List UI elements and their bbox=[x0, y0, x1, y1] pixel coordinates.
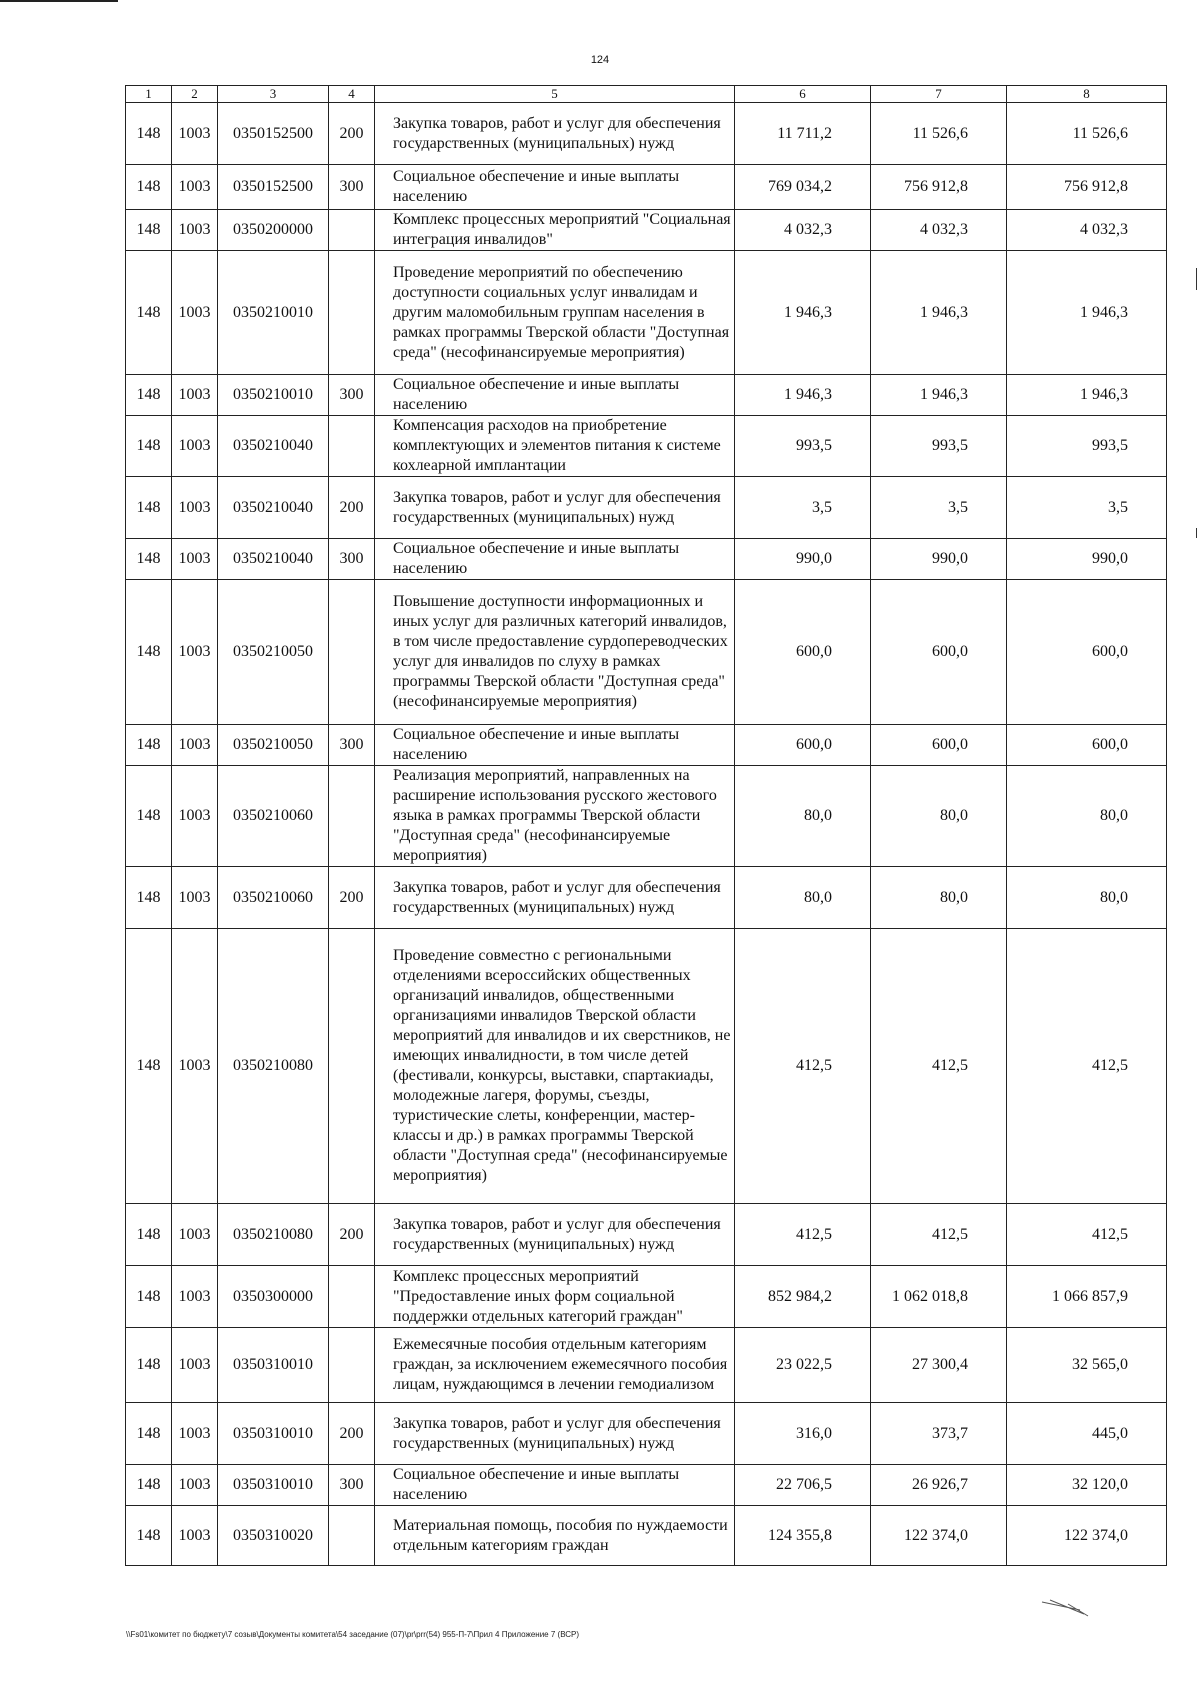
table-row bbox=[126, 580, 1167, 725]
target-article: 0350210080 bbox=[218, 929, 329, 1204]
section-code: 1003 bbox=[172, 103, 218, 165]
target-article: 0350210040 bbox=[218, 539, 329, 580]
section-code: 1003 bbox=[172, 477, 218, 539]
expense-type: 300 bbox=[329, 725, 375, 766]
expense-type: 300 bbox=[329, 165, 375, 210]
section-code: 1003 bbox=[172, 1465, 218, 1506]
amount-year-1: 11 711,2 bbox=[735, 103, 871, 165]
amount-year-1: 993,5 bbox=[735, 416, 871, 477]
amount-year-2: 600,0 bbox=[871, 725, 1007, 766]
table-row bbox=[126, 1328, 1167, 1403]
amount-year-1: 23 022,5 bbox=[735, 1328, 871, 1403]
target-article: 0350310020 bbox=[218, 1506, 329, 1566]
item-description: Повышение доступности информационных и иных услуг для различных категорий инвалидов, в том числе предоставление сурдопереводческих услуг для инвалидов по слуху в рамках программы Тверской области "Доступная среда" (несофинансируемые мероприятия) bbox=[375, 580, 735, 725]
amount-year-1: 80,0 bbox=[735, 867, 871, 929]
amount-year-3: 600,0 bbox=[1007, 580, 1167, 725]
column-header: 7 bbox=[871, 86, 1007, 103]
target-article: 0350310010 bbox=[218, 1328, 329, 1403]
item-description: Закупка товаров, работ и услуг для обеспечения государственных (муниципальных) нужд bbox=[375, 477, 735, 539]
amount-year-3: 1 946,3 bbox=[1007, 375, 1167, 416]
amount-year-2: 3,5 bbox=[871, 477, 1007, 539]
expense-type bbox=[329, 416, 375, 477]
column-header: 2 bbox=[172, 86, 218, 103]
section-code: 1003 bbox=[172, 210, 218, 251]
amount-year-3: 3,5 bbox=[1007, 477, 1167, 539]
amount-year-1: 412,5 bbox=[735, 929, 871, 1204]
item-description: Социальное обеспечение и иные выплаты населению bbox=[375, 375, 735, 416]
admin-code: 148 bbox=[126, 375, 172, 416]
amount-year-2: 27 300,4 bbox=[871, 1328, 1007, 1403]
table-row bbox=[126, 103, 1167, 165]
table-header-row bbox=[126, 86, 1167, 103]
admin-code: 148 bbox=[126, 210, 172, 251]
amount-year-1: 124 355,8 bbox=[735, 1506, 871, 1566]
table-row bbox=[126, 165, 1167, 210]
amount-year-2: 373,7 bbox=[871, 1403, 1007, 1465]
amount-year-2: 600,0 bbox=[871, 580, 1007, 725]
item-description: Компенсация расходов на приобретение комплектующих и элементов питания к системе кохлеарной имплантации bbox=[375, 416, 735, 477]
admin-code: 148 bbox=[126, 539, 172, 580]
amount-year-3: 32 120,0 bbox=[1007, 1465, 1167, 1506]
admin-code: 148 bbox=[126, 103, 172, 165]
amount-year-2: 11 526,6 bbox=[871, 103, 1007, 165]
section-code: 1003 bbox=[172, 375, 218, 416]
table-row bbox=[126, 1506, 1167, 1566]
target-article: 0350210050 bbox=[218, 580, 329, 725]
amount-year-3: 122 374,0 bbox=[1007, 1506, 1167, 1566]
admin-code: 148 bbox=[126, 867, 172, 929]
table-row bbox=[126, 251, 1167, 375]
expense-type bbox=[329, 1506, 375, 1566]
amount-year-2: 80,0 bbox=[871, 867, 1007, 929]
section-code: 1003 bbox=[172, 1328, 218, 1403]
amount-year-1: 1 946,3 bbox=[735, 375, 871, 416]
table-row bbox=[126, 929, 1167, 1204]
section-code: 1003 bbox=[172, 1403, 218, 1465]
target-article: 0350210060 bbox=[218, 766, 329, 867]
target-article: 0350210010 bbox=[218, 375, 329, 416]
table-row bbox=[126, 1403, 1167, 1465]
amount-year-1: 4 032,3 bbox=[735, 210, 871, 251]
expense-type bbox=[329, 210, 375, 251]
amount-year-2: 4 032,3 bbox=[871, 210, 1007, 251]
section-code: 1003 bbox=[172, 725, 218, 766]
admin-code: 148 bbox=[126, 580, 172, 725]
amount-year-3: 990,0 bbox=[1007, 539, 1167, 580]
table-row bbox=[126, 1266, 1167, 1328]
section-code: 1003 bbox=[172, 165, 218, 210]
expense-type bbox=[329, 251, 375, 375]
section-code: 1003 bbox=[172, 1204, 218, 1266]
amount-year-3: 80,0 bbox=[1007, 766, 1167, 867]
section-code: 1003 bbox=[172, 1266, 218, 1328]
target-article: 0350200000 bbox=[218, 210, 329, 251]
amount-year-2: 80,0 bbox=[871, 766, 1007, 867]
table-row bbox=[126, 416, 1167, 477]
item-description: Социальное обеспечение и иные выплаты населению bbox=[375, 539, 735, 580]
expense-type bbox=[329, 929, 375, 1204]
admin-code: 148 bbox=[126, 1403, 172, 1465]
pen-mark bbox=[1040, 1598, 1090, 1618]
item-description: Реализация мероприятий, направленных на расширение использования русского жестового языка в рамках программы Тверской области "Доступная среда" (несофинансируемые мероприятия) bbox=[375, 766, 735, 867]
item-description: Закупка товаров, работ и услуг для обеспечения государственных (муниципальных) нужд bbox=[375, 867, 735, 929]
amount-year-3: 1 946,3 bbox=[1007, 251, 1167, 375]
table-row bbox=[126, 867, 1167, 929]
column-header: 6 bbox=[735, 86, 871, 103]
amount-year-1: 852 984,2 bbox=[735, 1266, 871, 1328]
column-header: 4 bbox=[329, 86, 375, 103]
amount-year-3: 756 912,8 bbox=[1007, 165, 1167, 210]
amount-year-3: 4 032,3 bbox=[1007, 210, 1167, 251]
target-article: 0350210050 bbox=[218, 725, 329, 766]
amount-year-1: 22 706,5 bbox=[735, 1465, 871, 1506]
admin-code: 148 bbox=[126, 725, 172, 766]
item-description: Материальная помощь, пособия по нуждаемости отдельным категориям граждан bbox=[375, 1506, 735, 1566]
expense-type bbox=[329, 1328, 375, 1403]
target-article: 0350152500 bbox=[218, 103, 329, 165]
expense-type: 200 bbox=[329, 1403, 375, 1465]
expense-type: 200 bbox=[329, 477, 375, 539]
scan-mark bbox=[1196, 528, 1197, 538]
item-description: Проведение совместно с региональными отделениями всероссийских общественных организаций инвалидов, общественными организациями инвалидов Тверской области мероприятий для инвалидов и их сверстников, не имеющих инвалидности, в том числе детей (фестивали, конкурсы, выставки, спартакиады, молодежные лагеря, форумы, съезды, туристические слеты, конференции, мастер-классы и др.) в рамках программы Тверской области "Доступная среда" (несофинансируемые мероприятия) bbox=[375, 929, 735, 1204]
admin-code: 148 bbox=[126, 929, 172, 1204]
expense-type bbox=[329, 766, 375, 867]
amount-year-3: 600,0 bbox=[1007, 725, 1167, 766]
section-code: 1003 bbox=[172, 766, 218, 867]
admin-code: 148 bbox=[126, 1506, 172, 1566]
amount-year-2: 1 062 018,8 bbox=[871, 1266, 1007, 1328]
amount-year-1: 1 946,3 bbox=[735, 251, 871, 375]
admin-code: 148 bbox=[126, 251, 172, 375]
table-row bbox=[126, 477, 1167, 539]
amount-year-2: 990,0 bbox=[871, 539, 1007, 580]
amount-year-3: 993,5 bbox=[1007, 416, 1167, 477]
expense-type: 200 bbox=[329, 1204, 375, 1266]
top-edge-line bbox=[0, 0, 118, 2]
expense-type: 300 bbox=[329, 375, 375, 416]
item-description: Комплекс процессных мероприятий "Социальная интеграция инвалидов" bbox=[375, 210, 735, 251]
expense-type: 300 bbox=[329, 539, 375, 580]
item-description: Закупка товаров, работ и услуг для обеспечения государственных (муниципальных) нужд bbox=[375, 1204, 735, 1266]
amount-year-2: 993,5 bbox=[871, 416, 1007, 477]
amount-year-3: 445,0 bbox=[1007, 1403, 1167, 1465]
item-description: Закупка товаров, работ и услуг для обеспечения государственных (муниципальных) нужд bbox=[375, 1403, 735, 1465]
target-article: 0350300000 bbox=[218, 1266, 329, 1328]
section-code: 1003 bbox=[172, 539, 218, 580]
item-description: Закупка товаров, работ и услуг для обеспечения государственных (муниципальных) нужд bbox=[375, 103, 735, 165]
budget-table bbox=[125, 85, 1167, 1566]
section-code: 1003 bbox=[172, 416, 218, 477]
item-description: Социальное обеспечение и иные выплаты населению bbox=[375, 725, 735, 766]
amount-year-2: 412,5 bbox=[871, 929, 1007, 1204]
target-article: 0350210040 bbox=[218, 416, 329, 477]
amount-year-3: 11 526,6 bbox=[1007, 103, 1167, 165]
section-code: 1003 bbox=[172, 1506, 218, 1566]
admin-code: 148 bbox=[126, 477, 172, 539]
column-header: 1 bbox=[126, 86, 172, 103]
amount-year-1: 412,5 bbox=[735, 1204, 871, 1266]
table-row bbox=[126, 1204, 1167, 1266]
column-header: 3 bbox=[218, 86, 329, 103]
item-description: Социальное обеспечение и иные выплаты населению bbox=[375, 165, 735, 210]
item-description: Проведение мероприятий по обеспечению доступности социальных услуг инвалидам и другим маломобильным группам населения в рамках программы Тверской области "Доступная среда" (несофинансируемые мероприятия) bbox=[375, 251, 735, 375]
amount-year-2: 26 926,7 bbox=[871, 1465, 1007, 1506]
amount-year-3: 32 565,0 bbox=[1007, 1328, 1167, 1403]
amount-year-1: 3,5 bbox=[735, 477, 871, 539]
amount-year-1: 990,0 bbox=[735, 539, 871, 580]
admin-code: 148 bbox=[126, 1266, 172, 1328]
page-number: 124 bbox=[590, 54, 610, 66]
amount-year-1: 769 034,2 bbox=[735, 165, 871, 210]
item-description: Комплекс процессных мероприятий "Предоставление иных форм социальной поддержки отдельных категорий граждан" bbox=[375, 1266, 735, 1328]
table-row bbox=[126, 1465, 1167, 1506]
target-article: 0350210010 bbox=[218, 251, 329, 375]
target-article: 0350310010 bbox=[218, 1403, 329, 1465]
amount-year-3: 412,5 bbox=[1007, 1204, 1167, 1266]
amount-year-2: 756 912,8 bbox=[871, 165, 1007, 210]
footer-file-path: \\Fs01\комитет по бюджету\7 созыв\Документы комитета\54 заседание (07)\pr\prr(54) 955-П-7\Прил 4 Приложение 7 (ВСР) bbox=[126, 1630, 580, 1639]
admin-code: 148 bbox=[126, 766, 172, 867]
item-description: Ежемесячные пособия отдельным категориям граждан, за исключением ежемесячного пособия лицам, нуждающимся в лечении гемодиализом bbox=[375, 1328, 735, 1403]
amount-year-2: 1 946,3 bbox=[871, 251, 1007, 375]
amount-year-1: 600,0 bbox=[735, 580, 871, 725]
expense-type: 200 bbox=[329, 867, 375, 929]
section-code: 1003 bbox=[172, 251, 218, 375]
expense-type bbox=[329, 1266, 375, 1328]
scan-mark bbox=[1196, 268, 1197, 290]
admin-code: 148 bbox=[126, 1204, 172, 1266]
expense-type: 300 bbox=[329, 1465, 375, 1506]
table-row bbox=[126, 375, 1167, 416]
admin-code: 148 bbox=[126, 416, 172, 477]
item-description: Социальное обеспечение и иные выплаты населению bbox=[375, 1465, 735, 1506]
table-row bbox=[126, 539, 1167, 580]
target-article: 0350310010 bbox=[218, 1465, 329, 1506]
section-code: 1003 bbox=[172, 929, 218, 1204]
amount-year-3: 80,0 bbox=[1007, 867, 1167, 929]
section-code: 1003 bbox=[172, 867, 218, 929]
table-row bbox=[126, 725, 1167, 766]
section-code: 1003 bbox=[172, 580, 218, 725]
table-row bbox=[126, 766, 1167, 867]
target-article: 0350210060 bbox=[218, 867, 329, 929]
admin-code: 148 bbox=[126, 165, 172, 210]
column-header: 8 bbox=[1007, 86, 1167, 103]
column-header: 5 bbox=[375, 86, 735, 103]
amount-year-1: 600,0 bbox=[735, 725, 871, 766]
expense-type bbox=[329, 580, 375, 725]
amount-year-2: 412,5 bbox=[871, 1204, 1007, 1266]
admin-code: 148 bbox=[126, 1465, 172, 1506]
target-article: 0350152500 bbox=[218, 165, 329, 210]
target-article: 0350210040 bbox=[218, 477, 329, 539]
amount-year-2: 122 374,0 bbox=[871, 1506, 1007, 1566]
amount-year-3: 1 066 857,9 bbox=[1007, 1266, 1167, 1328]
target-article: 0350210080 bbox=[218, 1204, 329, 1266]
amount-year-1: 316,0 bbox=[735, 1403, 871, 1465]
expense-type: 200 bbox=[329, 103, 375, 165]
admin-code: 148 bbox=[126, 1328, 172, 1403]
amount-year-1: 80,0 bbox=[735, 766, 871, 867]
amount-year-3: 412,5 bbox=[1007, 929, 1167, 1204]
amount-year-2: 1 946,3 bbox=[871, 375, 1007, 416]
table-row bbox=[126, 210, 1167, 251]
